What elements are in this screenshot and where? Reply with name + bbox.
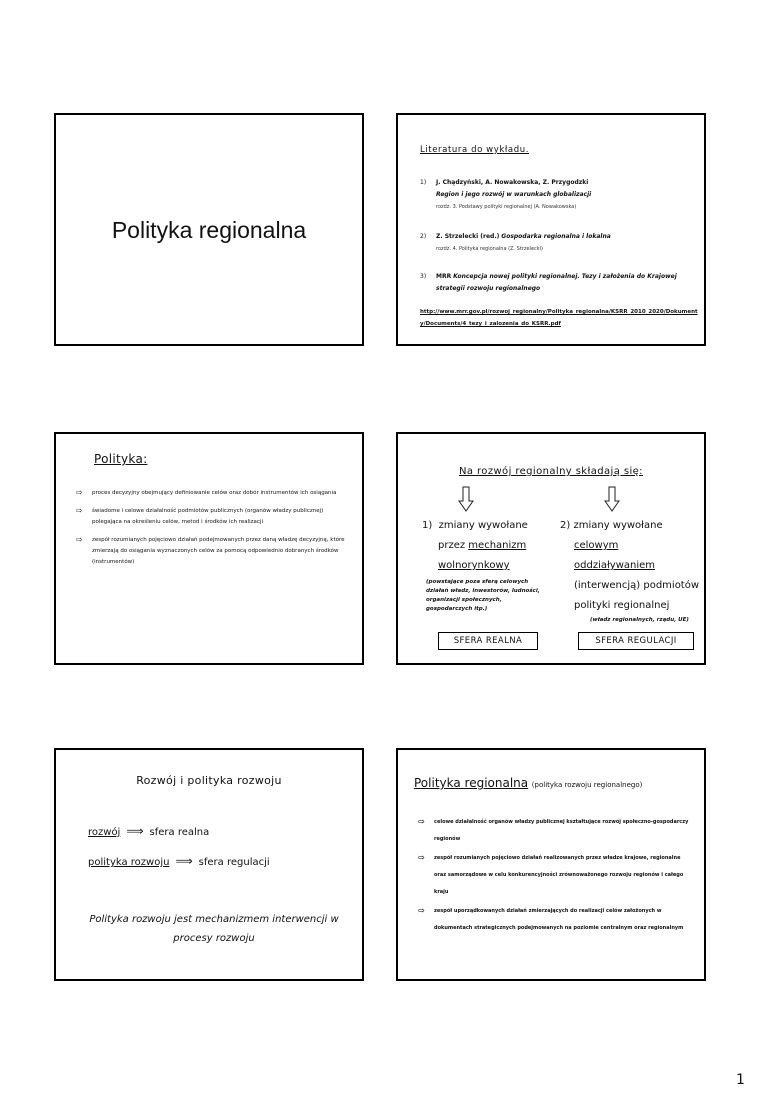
slide-literature: [396, 113, 706, 346]
slide-polityka-regionalna: [396, 748, 706, 981]
literature-link[interactable]: http://www.mrr.gov.pl/rozwoj_regionalny/Polityka_regionalna/KSRR_2010_2020/Dokumenty/Documents/4_tezy_i_zalozenia_do_KSRR.pdf: [420, 309, 698, 327]
column-text: przez: [438, 540, 466, 551]
arrow-bullet-icon: ⇨: [76, 535, 83, 544]
slide-heading: Na rozwój regionalny składają się:: [459, 466, 643, 477]
literature-item: [420, 271, 694, 295]
bullet-text: proces decyzyjny obejmujący definiowanie celów oraz dobór instrumentów ich osiągania: [92, 490, 337, 496]
right-column: [560, 516, 702, 625]
slide-heading: Rozwój i polityka rozwoju: [136, 774, 282, 787]
literature-item: [420, 177, 694, 213]
literature-item-title: Gospodarka regionalna i lokalna: [501, 233, 611, 240]
term-text: polityka rozwoju: [88, 857, 170, 868]
definition-row: [88, 824, 209, 838]
sfera-regulacji-box: SFERA REGULACJI: [578, 632, 694, 650]
slide-rozwoj-polityka: [54, 748, 364, 981]
polityka-regionalna-bullet-list: [416, 814, 690, 939]
slide-rozwoj-regionalny: [396, 432, 706, 665]
list-item: [416, 850, 690, 901]
literature-item-note: rozdz. 3. Podstawy polityki regionalnej (A. Nowakowska): [436, 204, 577, 210]
list-item: [74, 535, 348, 568]
literature-item-number: 3): [420, 273, 427, 280]
definition-text: sfera regulacji: [198, 857, 270, 868]
column-subnote: (władz regionalnych, rządu, UE): [590, 617, 689, 623]
arrow-bullet-icon: ⇨: [76, 488, 83, 497]
slide-polityka: [54, 432, 364, 665]
bullet-text: celowe działalność organów władzy publicznej kształtujące rozwój społeczno-gospodarczy regionów: [434, 819, 689, 842]
literature-item-title: Region i jego rozwój w warunkach globalizacji: [436, 191, 592, 198]
right-arrow-icon: ⟹: [126, 824, 144, 838]
down-arrow-icon: [604, 486, 620, 512]
column-text-underlined: mechanizm: [468, 540, 527, 551]
literature-item-authors: J. Chądzyński, A. Nowakowska, Z. Przygodzki: [436, 179, 589, 186]
term-text: rozwój: [88, 827, 121, 838]
column-text: polityki regionalnej: [574, 600, 670, 611]
literature-item-number: 2): [420, 233, 427, 240]
literature-heading: Literatura do wykładu.: [420, 145, 529, 155]
list-item: [416, 814, 690, 848]
list-item: [416, 903, 690, 937]
presentation-title: Polityka regionalna: [111, 217, 307, 243]
left-column: [422, 516, 552, 614]
bullet-text: zespół rozumianych pojęciowo działań realizowanych przez władze krajowe, regionalne oraz samorządowe w celu konkurencyjności zrównoważonego rozwoju regionów i całego kraju: [434, 855, 684, 895]
literature-item-authors: Z. Strzelecki (red.): [436, 233, 500, 240]
polityka-bullet-list: [74, 488, 348, 575]
bullet-text: zespół uporządkowanych działań zmierzających do realizacji celów założonych w dokumentach strategicznych podejmowanych na poziomie centralnym oraz regionalnym: [434, 908, 684, 931]
column-text-underlined: wolnorynkowy: [438, 560, 510, 571]
column-text: zmiany wywołane: [573, 520, 663, 531]
column-subnote: (powstające poza sferą celowych działań władz, inwestorów, ludności, organizacji społecznych, gospodarczych itp.): [426, 579, 540, 612]
down-arrow-icon: [458, 486, 474, 512]
column-text: zmiany wywołane: [438, 520, 528, 531]
right-arrow-icon: ⟹: [175, 854, 193, 868]
literature-item-authors: MRR: [436, 273, 452, 280]
arrow-bullet-icon: ⇨: [418, 853, 425, 862]
slide-note: Polityka rozwoju jest mechanizmem interwencji w procesy rozwoju: [89, 914, 339, 944]
literature-item-note: rozdz. 4. Polityka regionalna (Z. Strzelecki): [436, 246, 544, 252]
sfera-realna-box: SFERA REALNA: [438, 632, 538, 650]
item-number: 1): [422, 520, 433, 531]
arrow-bullet-icon: ⇨: [76, 506, 83, 515]
literature-item: [420, 231, 694, 255]
heading-text: Polityka regionalna: [414, 776, 529, 790]
column-text-underlined: celowym oddziaływaniem: [574, 540, 656, 571]
bullet-text: zespół rozumianych pojęciowo działań podejmowanych przez daną władzę decyzyjną, które zmierzają do osiągania wyznaczonych celów za pomocą odpowiednio dobranych środków (instrumentów): [92, 537, 345, 565]
slide-heading: [414, 776, 642, 790]
arrow-bullet-icon: ⇨: [418, 906, 425, 915]
arrow-bullet-icon: ⇨: [418, 817, 425, 826]
literature-item-number: 1): [420, 179, 427, 186]
polityka-heading: Polityka:: [94, 452, 148, 466]
item-number: 2): [560, 520, 571, 531]
column-text: (interwencją) podmiotów: [574, 580, 700, 591]
definition-text: sfera realna: [149, 827, 210, 838]
page-number: 1: [736, 1072, 745, 1088]
definition-row: [88, 854, 270, 868]
slide-title: [54, 113, 364, 346]
list-item: [74, 488, 348, 499]
heading-subtext: (polityka rozwoju regionalnego): [531, 781, 643, 789]
bullet-text: świadome i celowe działalność podmiotów publicznych (organów władzy publicznej) polegająca na określeniu celów, metod i środków ich realizacji: [92, 508, 324, 525]
list-item: [74, 506, 348, 528]
literature-item-title: Koncepcja nowej polityki regionalnej. Tezy i założenia do Krajowej strategii rozwoju regionalnego: [436, 273, 677, 292]
